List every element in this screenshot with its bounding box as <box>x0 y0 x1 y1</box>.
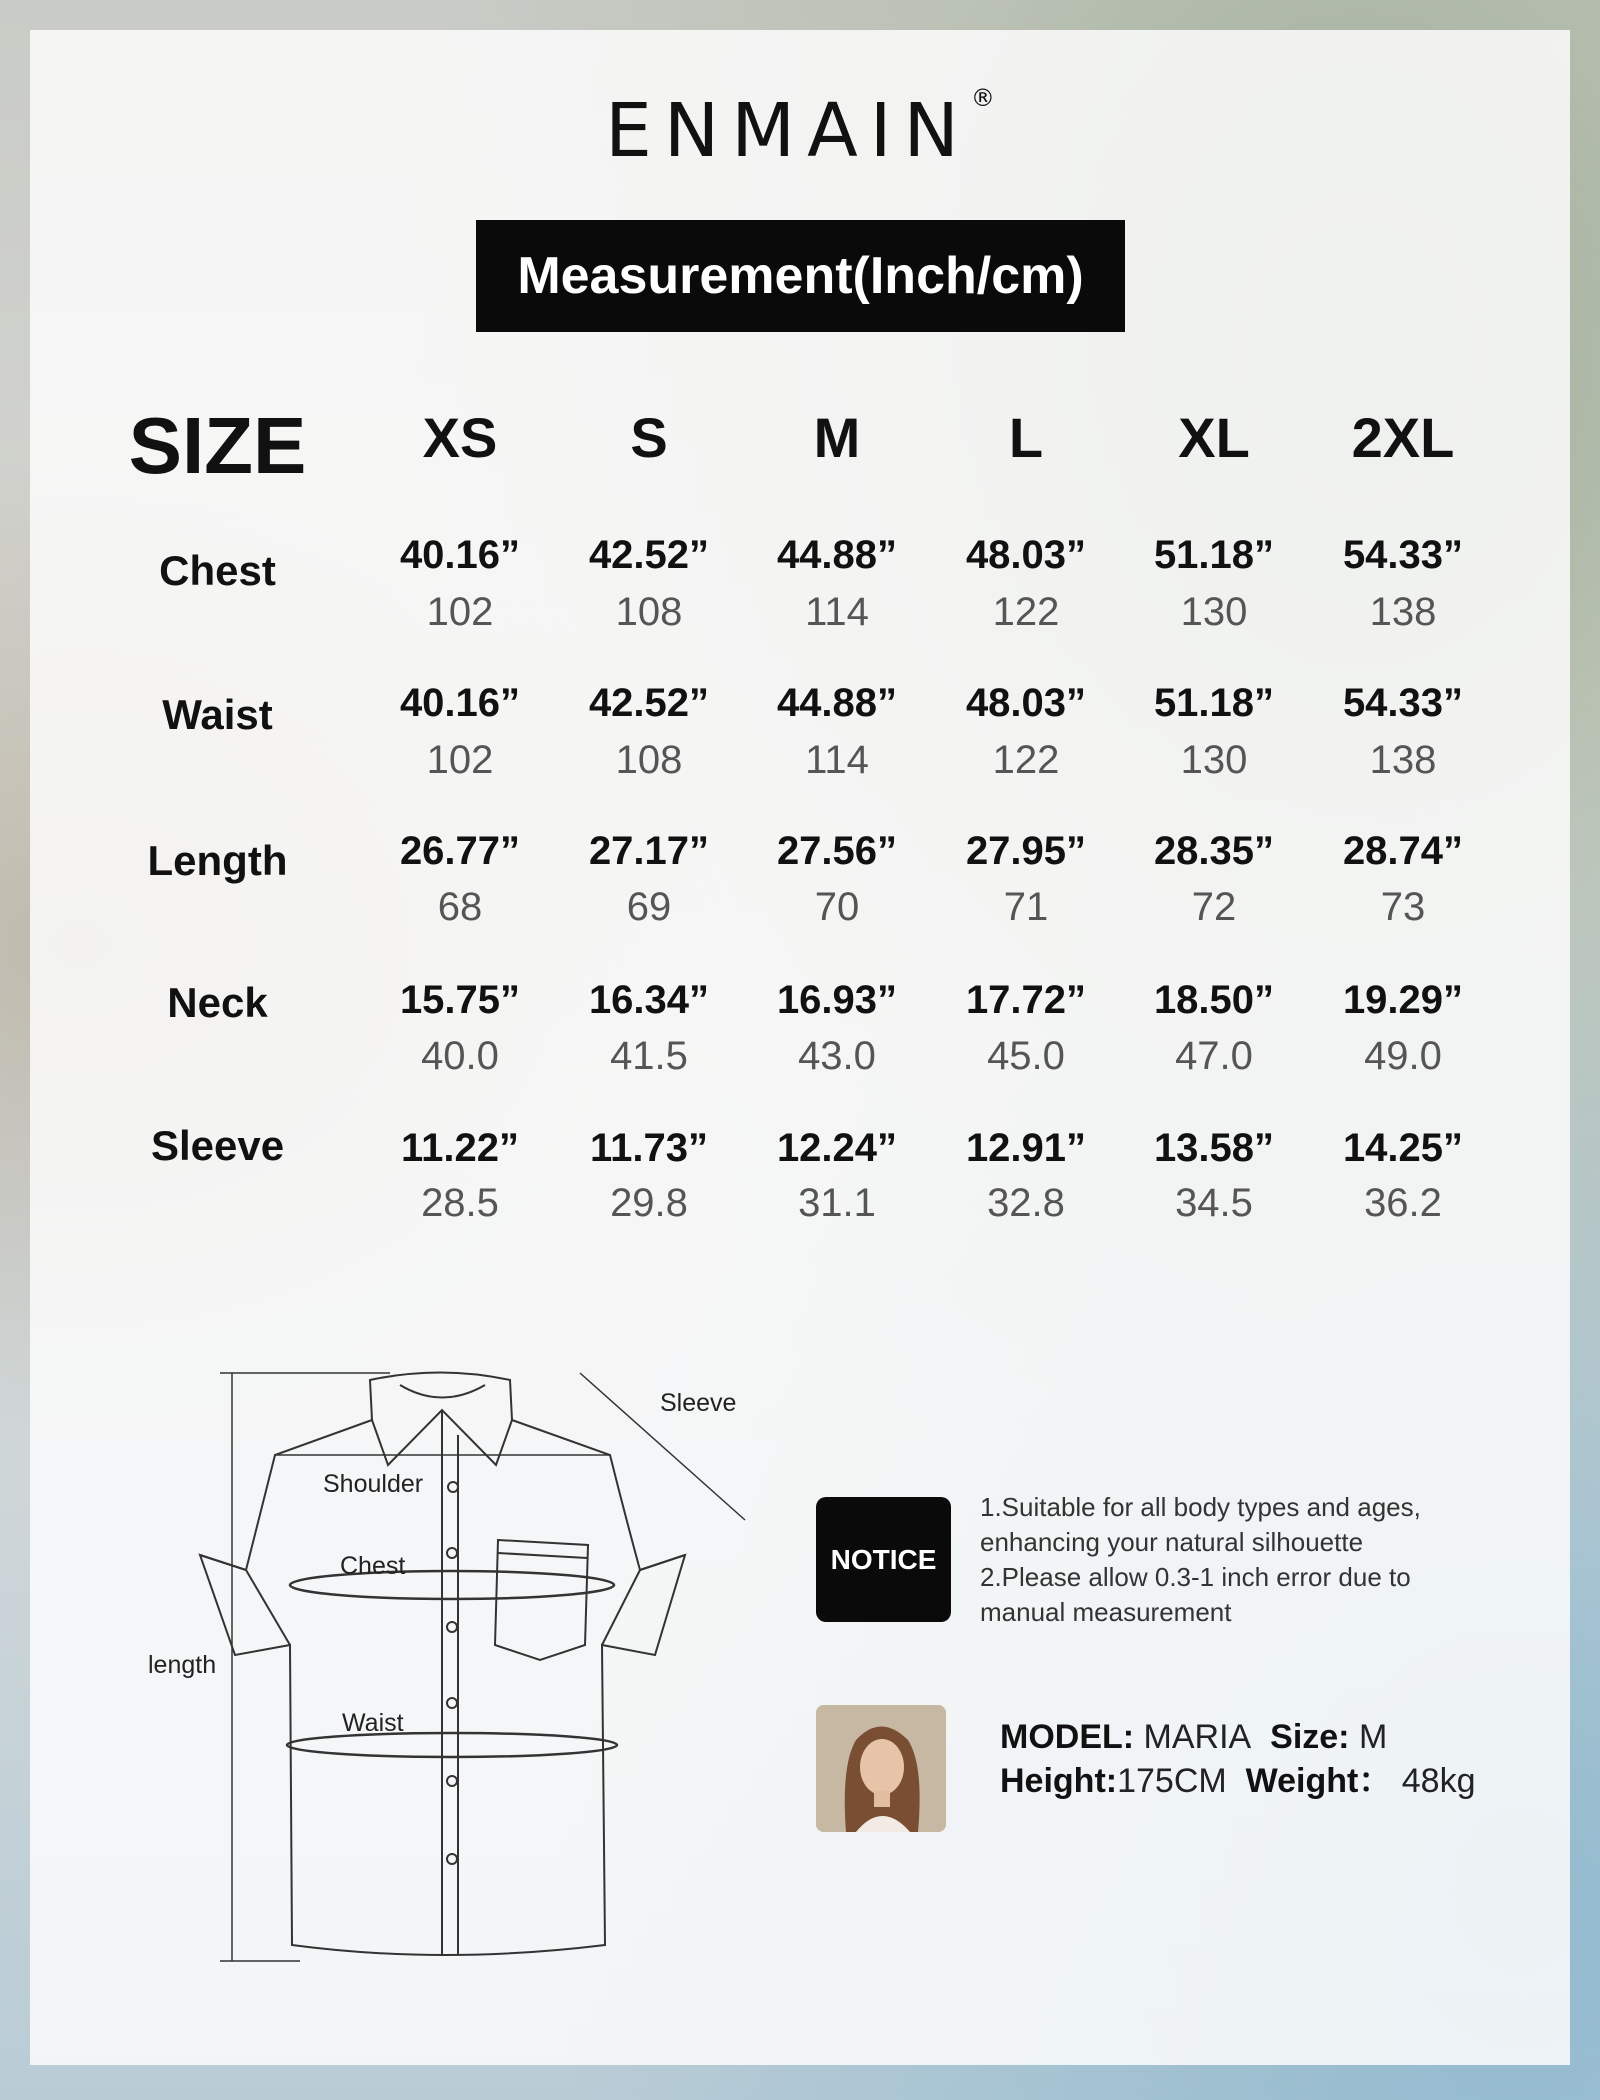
cell-cm: 34.5 <box>1175 1181 1253 1225</box>
cell-cm: 114 <box>805 738 869 782</box>
shoulder-label: Shoulder <box>323 1470 424 1498</box>
model-info: MODEL: MARIA Size: M Height:175CM Weight： 48kg <box>1000 1718 1476 1800</box>
cell-inch: 11.22” <box>401 1126 519 1170</box>
cell-inch: 42.52” <box>588 681 710 725</box>
cell-inch: 40.16” <box>399 533 521 577</box>
brand-logo: ENMAIN® <box>605 84 995 174</box>
cell-inch: 28.74” <box>1342 829 1464 873</box>
waist-label: Waist <box>342 1709 404 1737</box>
cell-inch: 51.18” <box>1153 681 1275 725</box>
row-label: Length <box>147 837 288 884</box>
cell-inch: 28.35” <box>1153 829 1275 873</box>
row-label: Neck <box>167 979 268 1026</box>
cell-cm: 102 <box>426 590 494 634</box>
cell-cm: 49.0 <box>1364 1034 1442 1078</box>
size-col-head: XL <box>1178 406 1250 469</box>
cell-inch: 11.73” <box>590 1126 708 1170</box>
cell-cm: 122 <box>992 590 1060 634</box>
cell-inch: 16.34” <box>588 978 710 1022</box>
cell-cm: 108 <box>615 590 683 634</box>
cell-cm: 31.1 <box>798 1181 876 1225</box>
notice-badge: NOTICE <box>816 1497 951 1622</box>
size-col-head: M <box>813 406 861 469</box>
cell-cm: 70 <box>814 885 860 929</box>
cell-cm: 71 <box>1003 885 1049 929</box>
cell-cm: 108 <box>615 738 683 782</box>
cell-inch: 54.33” <box>1342 533 1464 577</box>
cell-inch: 12.24” <box>776 1126 898 1170</box>
cell-cm: 102 <box>426 738 494 782</box>
cell-cm: 41.5 <box>610 1034 688 1078</box>
cell-inch: 14.25” <box>1342 1126 1464 1170</box>
cell-inch: 44.88” <box>776 681 898 725</box>
cell-cm: 29.8 <box>610 1181 688 1225</box>
row-label: Waist <box>162 691 273 738</box>
cell-cm: 138 <box>1369 738 1437 782</box>
row-label: Sleeve <box>150 1122 285 1169</box>
cell-inch: 44.88” <box>776 533 898 577</box>
shirt-diagram <box>140 1355 780 1995</box>
cell-inch: 26.77” <box>399 829 521 873</box>
cell-inch: 17.72” <box>965 978 1087 1022</box>
size-col-head: 2XL <box>1351 406 1455 469</box>
cell-cm: 47.0 <box>1175 1034 1253 1078</box>
size-col-head: XS <box>422 406 498 469</box>
cell-inch: 40.16” <box>399 681 521 725</box>
cell-cm: 45.0 <box>987 1034 1065 1078</box>
length-label: length <box>148 1651 217 1679</box>
cell-cm: 69 <box>626 885 672 929</box>
cell-cm: 73 <box>1380 885 1426 929</box>
sleeve-label: Sleeve <box>660 1389 737 1417</box>
cell-inch: 15.75” <box>399 978 521 1022</box>
chest-label: Chest <box>340 1552 406 1580</box>
cell-cm: 138 <box>1369 590 1437 634</box>
row-label: Chest <box>159 547 276 594</box>
cell-cm: 32.8 <box>987 1181 1065 1225</box>
cell-cm: 122 <box>992 738 1060 782</box>
cell-inch: 13.58” <box>1153 1126 1275 1170</box>
size-header: SIZE <box>128 401 307 490</box>
cell-cm: 28.5 <box>421 1181 499 1225</box>
cell-cm: 43.0 <box>798 1034 876 1078</box>
cell-inch: 12.91” <box>965 1126 1087 1170</box>
cell-inch: 27.56” <box>776 829 898 873</box>
cell-cm: 36.2 <box>1364 1181 1442 1225</box>
notice-text: 1.Suitable for all body types and ages, enhancing your natural silhouette 2.Please allow 0.3-1 inch error due to manual measurement <box>980 1492 1421 1627</box>
cell-inch: 16.93” <box>776 978 898 1022</box>
cell-inch: 48.03” <box>965 533 1087 577</box>
cell-inch: 51.18” <box>1153 533 1275 577</box>
size-col-head: L <box>1008 406 1044 469</box>
cell-inch: 27.95” <box>965 829 1087 873</box>
model-photo <box>816 1705 946 1832</box>
size-col-head: S <box>630 406 668 469</box>
measurement-title: Measurement(Inch/cm) <box>476 220 1125 332</box>
cell-cm: 130 <box>1180 738 1248 782</box>
cell-cm: 114 <box>805 590 869 634</box>
cell-inch: 48.03” <box>965 681 1087 725</box>
cell-inch: 19.29” <box>1342 978 1464 1022</box>
cell-inch: 18.50” <box>1153 978 1275 1022</box>
cell-inch: 42.52” <box>588 533 710 577</box>
cell-cm: 72 <box>1191 885 1237 929</box>
cell-cm: 68 <box>437 885 483 929</box>
cell-cm: 130 <box>1180 590 1248 634</box>
cell-inch: 54.33” <box>1342 681 1464 725</box>
cell-cm: 40.0 <box>421 1034 499 1078</box>
cell-inch: 27.17” <box>588 829 710 873</box>
